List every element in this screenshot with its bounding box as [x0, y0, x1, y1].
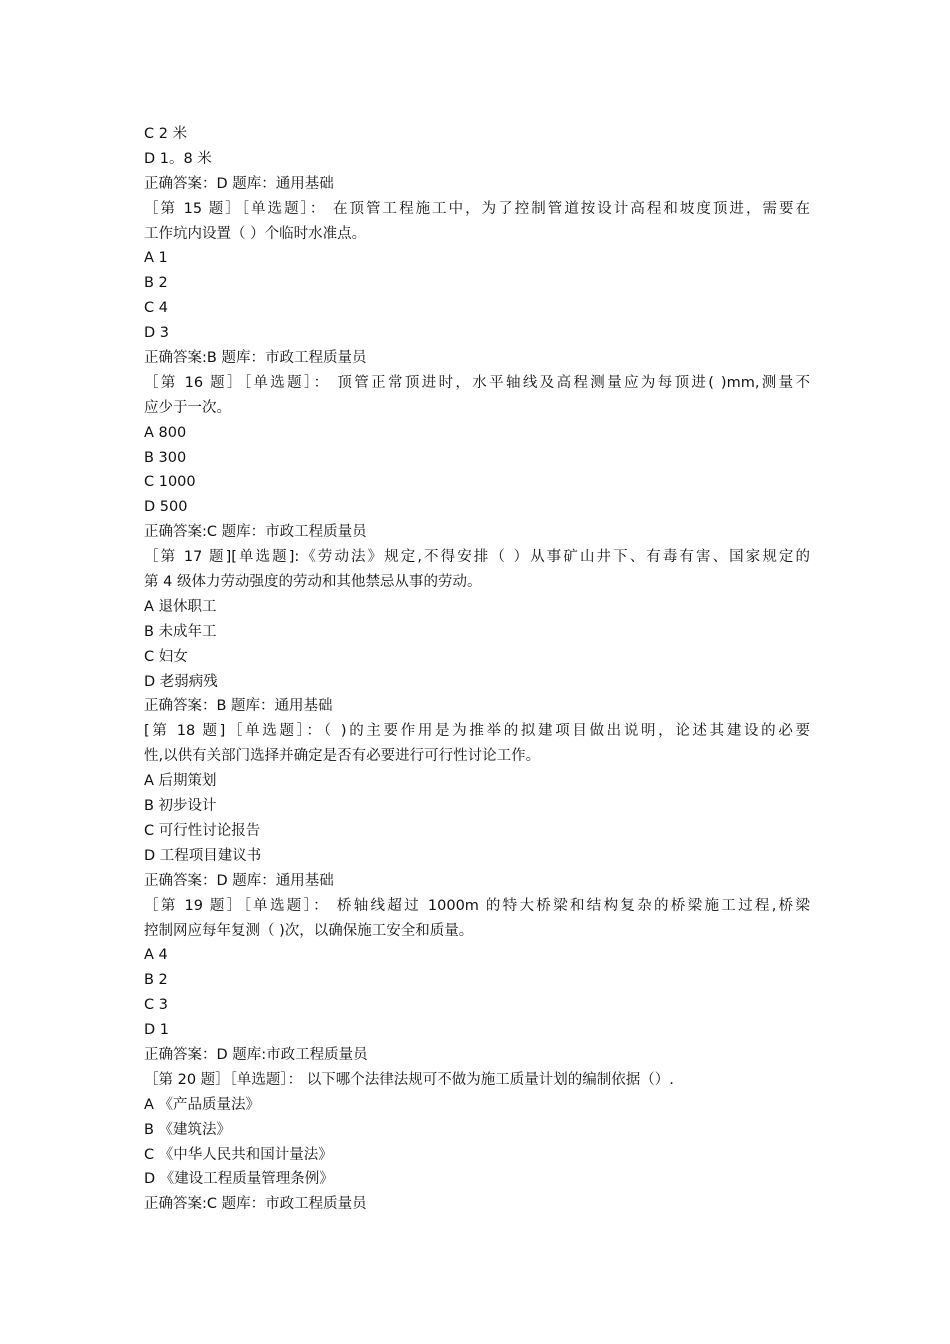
option-line: D 工程项目建议书: [144, 847, 262, 864]
question-line: ［第 15 题］［单选题］： 在顶管工程施工中，为了控制管道按设计高程和坡度顶进，需要在: [144, 200, 810, 217]
question-line: 性,以供有关部门选择并确定是否有必要进行可行性讨论工作。: [144, 748, 541, 765]
option-line: A 退休职工: [144, 598, 217, 615]
question-line: 工作坑内设置（ ）个临时水准点。: [144, 225, 367, 242]
answer-line: 正确答案：D 题库:市政工程质量员: [144, 1046, 368, 1063]
text-line: D 1。8 米: [144, 150, 212, 167]
option-line: D 1: [144, 1022, 169, 1039]
option-line: C 3: [144, 997, 168, 1014]
answer-line: 正确答案:B 题库：市政工程质量员: [144, 350, 367, 367]
option-line: C 1000: [144, 474, 196, 491]
option-line: C 《中华人民共和国计量法》: [144, 1146, 333, 1163]
option-line: B 2: [144, 275, 168, 292]
answer-line: 正确答案:C 题库：市政工程质量员: [144, 1196, 367, 1213]
option-line: A 1: [144, 250, 168, 267]
option-line: B 未成年工: [144, 623, 217, 640]
option-line: B 2: [144, 972, 168, 989]
answer-line: 正确答案：B 题库：通用基础: [144, 698, 333, 715]
option-line: A 后期策划: [144, 773, 217, 790]
option-line: A 800: [144, 424, 187, 441]
option-line: C 4: [144, 300, 168, 317]
document-page: [144, 122, 810, 1217]
question-line: ［第 16 题］［单选题］： 顶管正常顶进时，水平轴线及高程测量应为每顶进( )mm,测量不: [144, 374, 810, 391]
option-line: D 3: [144, 325, 169, 342]
option-line: C 妇女: [144, 648, 188, 665]
answer-line: 正确答案：D 题库：通用基础: [144, 872, 334, 889]
option-line: A 《产品质量法》: [144, 1096, 261, 1113]
question-line: 应少于一次。: [144, 399, 231, 416]
option-line: B 《建筑法》: [144, 1121, 232, 1138]
question-line: [第 18 题]［单选题］：（ )的主要作用是为推举的拟建项目做出说明，论述其建设的必要: [144, 723, 810, 740]
option-line: D 500: [144, 499, 188, 516]
option-line: A 4: [144, 947, 168, 964]
option-line: B 300: [144, 449, 187, 466]
option-line: C 可行性讨论报告: [144, 822, 261, 839]
question-line: 第 4 级体力劳动强度的劳动和其他禁忌从事的劳动。: [144, 574, 482, 591]
option-line: D 老弱病残: [144, 673, 218, 690]
question-line: 控制网应每年复测（ )次，以确保施工安全和质量。: [144, 922, 474, 939]
answer-line: 正确答案：D 题库：通用基础: [144, 175, 334, 192]
answer-line: 正确答案:C 题库：市政工程质量员: [144, 524, 367, 541]
question-line: ［第 17 题][单选题]:《劳动法》规定,不得安排（ ）从事矿山井下、有毒有害、国家规定的: [144, 549, 810, 566]
option-line: D 《建设工程质量管理条例》: [144, 1171, 334, 1188]
question-line: ［第 19 题］［单选题］： 桥轴线超过 1000m 的特大桥梁和结构复杂的桥梁施工过程,桥梁: [144, 897, 810, 914]
option-line: B 初步设计: [144, 798, 217, 815]
text-line: C 2 米: [144, 126, 188, 142]
question-line: ［第 20 题］［单选题］： 以下哪个法律法规可不做为施工质量计划的编制依据（）.: [144, 1071, 674, 1088]
